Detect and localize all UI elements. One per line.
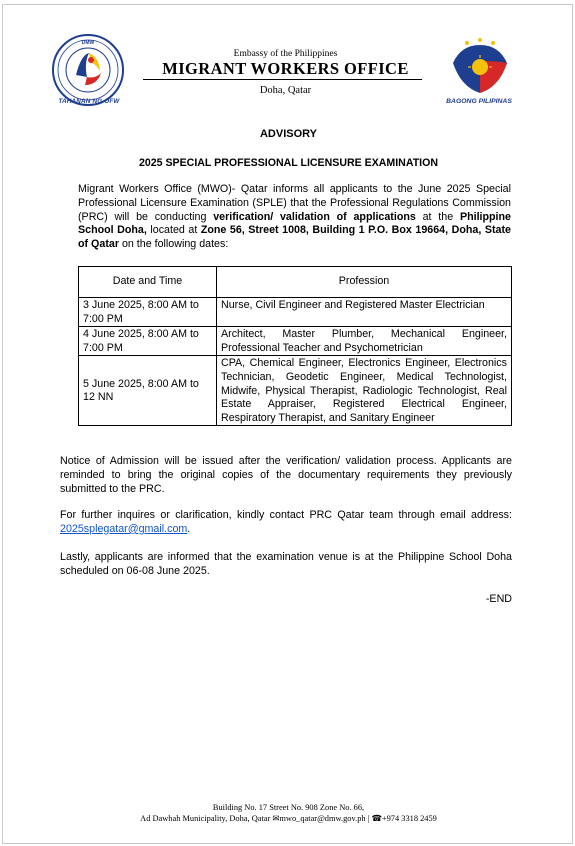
intro-bold-address: Zone 56, Street 1008, Building 1 P.O. Box 19664, Doha, State of Qatar — [78, 224, 511, 251]
inquiries-paragraph — [60, 509, 512, 537]
left-logo-caption: TAHANAN NG OFW — [58, 98, 120, 105]
dmw-seal-logo — [51, 33, 125, 107]
header-date-time: Date and Time — [79, 267, 217, 298]
intro-text-2: at the — [415, 210, 460, 223]
intro-text-4: on the following dates: — [118, 238, 229, 251]
email-link[interactable]: 2025splegatar@gmail.com — [60, 522, 188, 535]
document-page — [2, 4, 573, 844]
row-profession: Nurse, Civil Engineer and Registered Master Electrician — [217, 298, 512, 327]
table-header-row — [79, 267, 512, 298]
inquiries-after: . — [187, 522, 191, 535]
svg-text:DMW: DMW — [81, 40, 95, 46]
row-date: 3 June 2025, 8:00 AM to 7:00 PM — [79, 298, 217, 327]
intro-paragraph — [78, 183, 511, 252]
row-date: 5 June 2025, 8:00 AM to 12 NN — [79, 356, 217, 426]
subject-title: 2025 SPECIAL PROFESSIONAL LICENSURE EXAMINATION — [138, 157, 439, 169]
footer-address-line-2: Ad Dawhah Municipality, Doha, Qatar ✉mwo_qatar@dmw.gov.ph | ☎+974 3318 2459 — [140, 814, 437, 823]
end-marker: -END — [485, 593, 512, 605]
header-divider — [143, 79, 422, 80]
office-name: MIGRANT WORKERS OFFICE — [162, 59, 409, 78]
table-row — [79, 356, 512, 426]
office-city: Doha, Qatar — [259, 85, 312, 96]
right-logo-caption: BAGONG PILIPINAS — [446, 98, 512, 105]
table-row — [79, 298, 512, 327]
advisory-title: ADVISORY — [259, 128, 318, 140]
embassy-name: Embassy of the Philippines — [233, 49, 338, 59]
venue-paragraph: Lastly, applicants are informed that the examination venue is at the Philippine School Doha scheduled on 06-08 June 2025. — [60, 551, 512, 577]
row-profession: Architect, Master Plumber, Mechanical Engineer, Professional Teacher and Psychometrician — [217, 327, 512, 356]
notice-paragraph: Notice of Admission will be issued after the verification/ validation process. Applicants are reminded to bring the original copies of the documentary requirements they previously submitted to the PRC. — [60, 455, 512, 495]
table-row — [79, 327, 512, 356]
row-date: 4 June 2025, 8:00 AM to 7:00 PM — [79, 327, 217, 356]
header-profession: Profession — [217, 267, 512, 298]
intro-text-3: located at — [146, 224, 201, 237]
schedule-table — [78, 266, 512, 426]
intro-text-1: Migrant Workers Office (MWO)- Qatar informs all applicants to the June 2025 Special Professional Licensure Examination (SPLE) that the Professional Regulations Commission (PRC) will be conducting — [78, 183, 511, 223]
row-profession: CPA, Chemical Engineer, Electronics Engineer, Electronics Technician, Geodetic Engineer, Medical Technologist, Midwife, Physical Therapist, Radiologic Technologist, Real Estate Appraiser, Registered Electrical Engineer, Respiratory Therapist, and Sanitary Engineer — [217, 356, 512, 426]
inquiries-text: For further inquires or clarification, kindly contact PRC Qatar team through email address: — [60, 509, 512, 521]
intro-bold-school: Philippine School Doha, — [78, 210, 512, 237]
footer-address-line-1: Building No. 17 Street No. 908 Zone No. 66, — [212, 803, 365, 812]
intro-bold-verification: verification/ validation of applications — [213, 210, 416, 223]
bagong-pilipinas-logo — [447, 37, 513, 97]
